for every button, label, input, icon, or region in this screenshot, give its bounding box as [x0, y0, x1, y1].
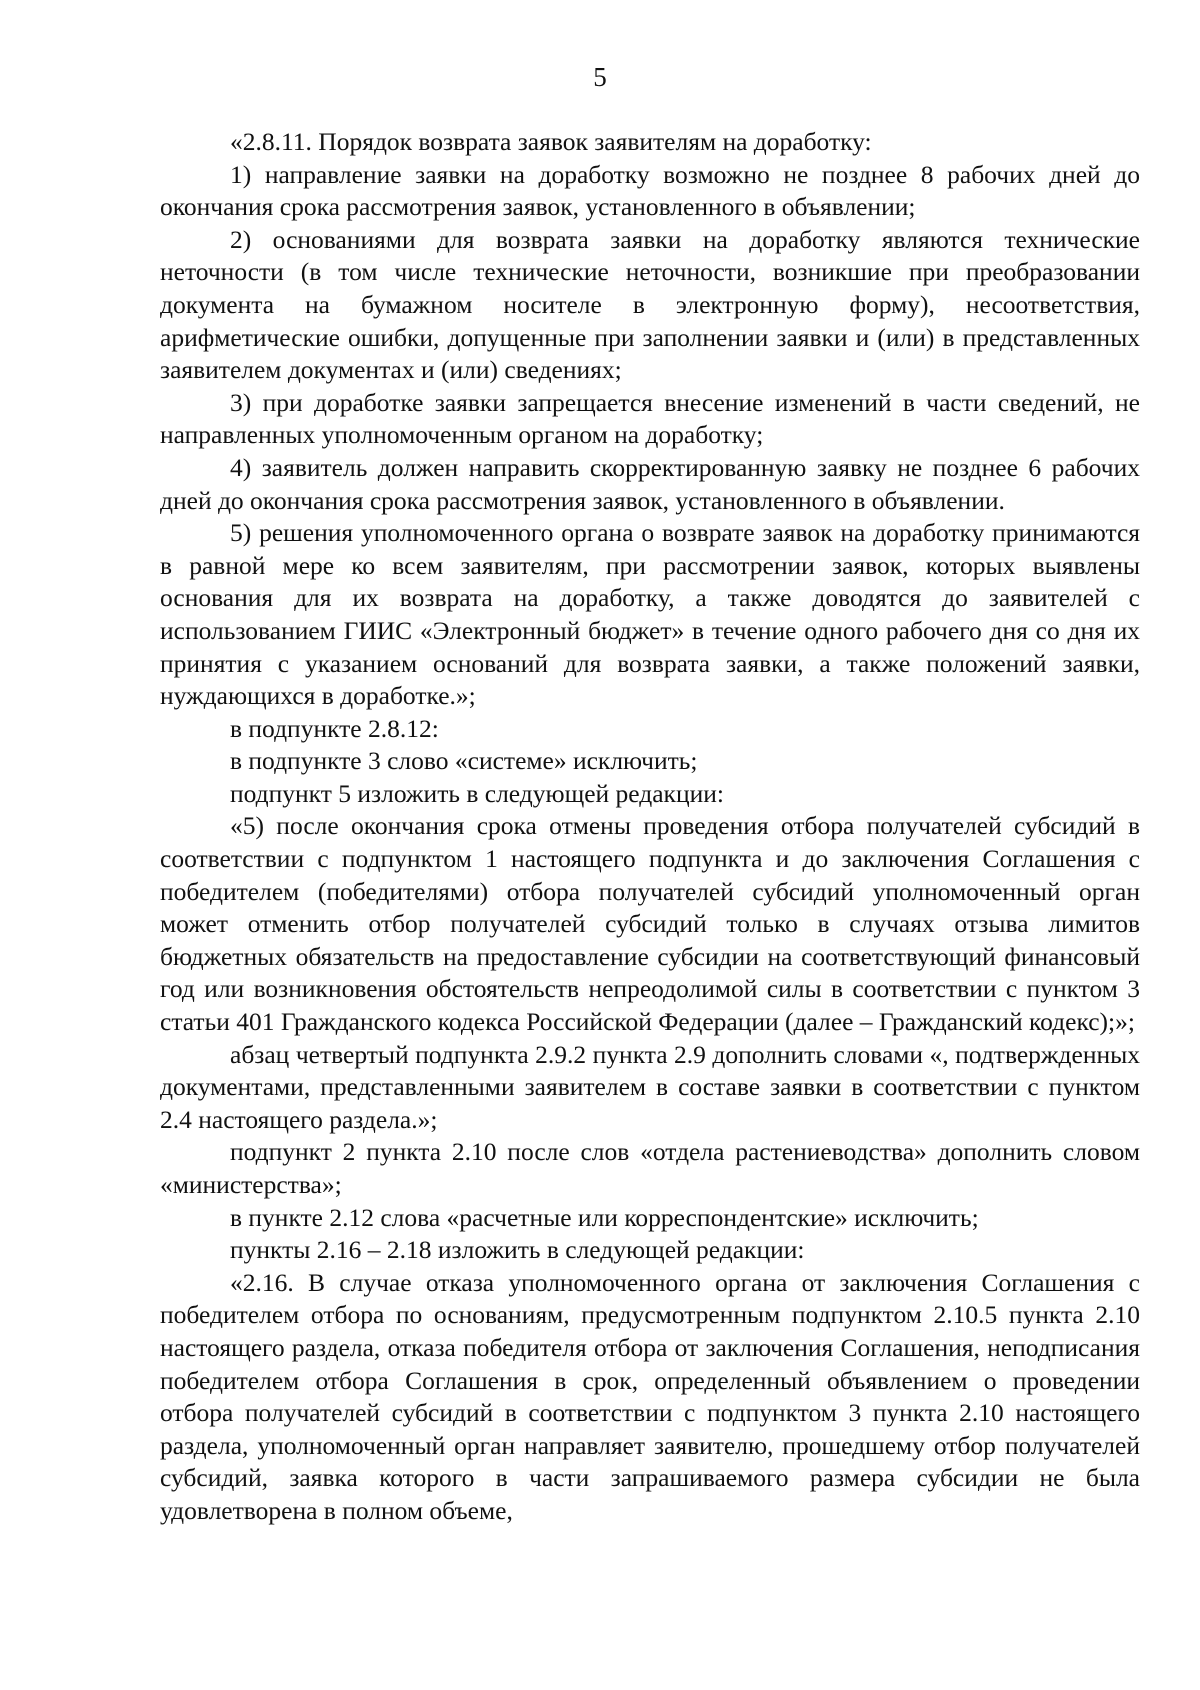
paragraph-item-2: 2) основаниями для возврата заявки на доработку являются технические неточности (в том числе технические неточности, возникшие при преобразовании документа на бумажном носителе в электронную форму), несоответствия, арифметические ошибки, допущенные при заполнении заявки и (или) в представленных заявителем документах и (или) сведениях;	[160, 224, 1140, 385]
paragraph-subpoint-3-amendment: в подпункте 3 слово «системе» исключить;	[230, 746, 698, 776]
paragraph-2-12-amendment: в пункте 2.12 слова «расчетные или корреспондентские» исключить;	[230, 1202, 979, 1232]
paragraph-subpoint-5-text: «5) после окончания срока отмены проведения отбора получателей субсидий в соответствии с подпунктом 1 настоящего подпункта и до заключения Соглашения с победителем (победителями) отбора получателей субсидий уполномоченный орган может отменить отбор получателей субсидий только в случаях отзыва лимитов бюджетных обязательств на предоставление субсидии на соответствующий финансовый год или возникновения обстоятельств непреодолимой силы в соответствии с пунктом 3 статьи 401 Гражданского кодекса Российской Федерации (далее – Гражданский кодекс);»;	[160, 811, 1140, 1037]
paragraph-item-5: 5) решения уполномоченного органа о возврате заявок на доработку принимаются в равной мере ко всем заявителям, при рассмотрении заявок, которых выявлены основания для их возврата на доработку, а также доводятся до заявителей с использованием ГИИС «Электронный бюджет» в течение одного рабочего дня со дня их принятия с указанием оснований для возврата заявки, а также положений заявки, нуждающихся в доработке.»;	[160, 518, 1140, 711]
paragraph-item-4: 4) заявитель должен направить скорректированную заявку не позднее 6 рабочих дней до окончания срока рассмотрения заявок, установленного в объявлении.	[160, 452, 1140, 515]
paragraph-subpoint-2-8-12: в подпункте 2.8.12:	[230, 713, 439, 743]
page-number: 5	[593, 62, 607, 92]
paragraph-2-8-11-heading: «2.8.11. Порядок возврата заявок заявителям на доработку:	[230, 127, 872, 156]
paragraph-item-1: 1) направление заявки на доработку возможно не позднее 8 рабочих дней до окончания срока рассмотрения заявок, установленного в объявлении;	[160, 159, 1140, 222]
document-body	[160, 126, 1140, 1528]
paragraph-2-10-amendment: подпункт 2 пункта 2.10 после слов «отдела растениеводства» дополнить словом «министерства»;	[160, 1137, 1140, 1199]
paragraph-item-3: 3) при доработке заявки запрещается внесение изменений в части сведений, не направленных уполномоченным органом на доработку;	[160, 387, 1140, 450]
paragraph-2-16-2-18-intro: пункты 2.16 – 2.18 изложить в следующей редакции:	[230, 1235, 805, 1265]
paragraph-2-16-text: «2.16. В случае отказа уполномоченного органа от заключения Соглашения с победителем отбора по основаниям, предусмотренным подпунктом 2.10.5 пункта 2.10 настоящего раздела, отказа победителя отбора от заключения Соглашения, неподписания победителем отбора Соглашения в срок, определенный объявлением о проведении отбора получателей субсидий в соответствии с подпунктом 3 пункта 2.10 настоящего раздела, уполномоченный орган направляет заявителю, прошедшему отбор получателей субсидий, заявка которого в части запрашиваемого размера субсидии не была удовлетворена в полном объеме,	[160, 1267, 1140, 1525]
paragraph-2-9-2-amendment: абзац четвертый подпункта 2.9.2 пункта 2.9 дополнить словами «, подтвержденных документами, представленными заявителем в составе заявки в соответствии с пунктом 2.4 настоящего раздела.»;	[160, 1039, 1140, 1134]
paragraph-subpoint-5-intro: подпункт 5 изложить в следующей редакции:	[230, 778, 724, 808]
